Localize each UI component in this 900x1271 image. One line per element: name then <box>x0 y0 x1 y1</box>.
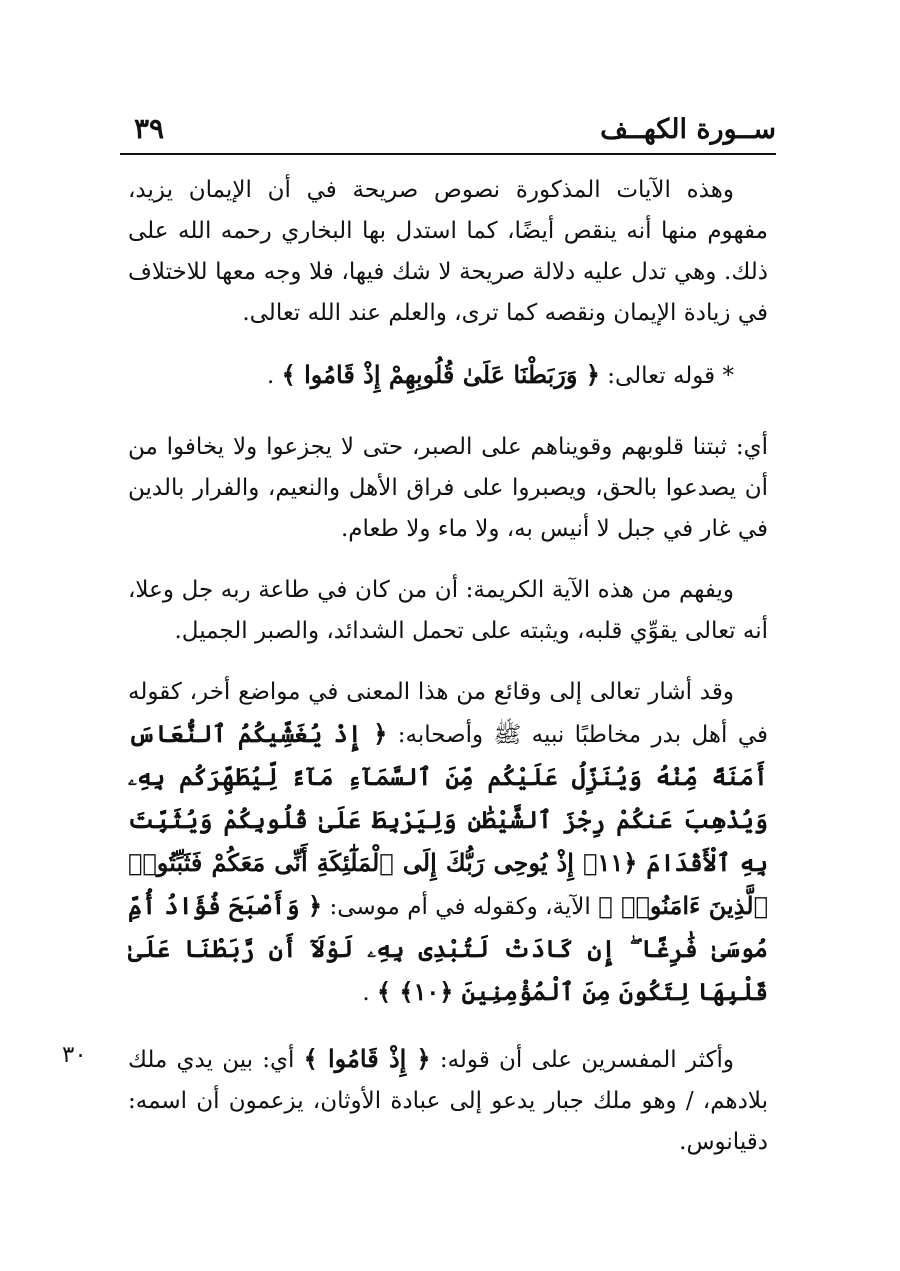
margin-page-number: ٣٠ <box>62 1042 87 1068</box>
paragraph-mufassirun-start: وأكثر المفسرين على أن قوله: <box>439 1047 734 1073</box>
paragraph-mufassirun-end: أي: بين يدي ملك بلادهم، / وهو ملك جبار يدعو إلى عبادة الأوثان، يزعمون أن اسمه: دقيانوس. <box>128 1047 768 1155</box>
paragraph-explanation: أي: ثبتنا قلوبهم وقويناهم على الصبر، حتى لا يجزعوا ولا يخافوا من أن يصدعوا بالحق، ويصبروا على فراق الأهل والنعيم، والفرار بالدين في غار في جبل لا أنيس به، ولا ماء ولا طعام. <box>128 434 768 542</box>
paragraph-iman-increase: وهذه الآيات المذكورة نصوص صريحة في أن الإيمان يزيد، مفهوم منها أنه ينقص أيضًا، كما استدل بها البخاري رحمه الله على ذلك. وهي تدل عليه دلالة صريحة لا شك فيها، فلا وجه معها للاختلاف في زيادة الإيمان ونقصه كما ترى، والعلم عند الله تعالى. <box>128 177 768 326</box>
paragraph-other-places-end: . <box>362 980 370 1006</box>
paragraph-mufassirun <box>128 1038 768 1163</box>
quran-verse-musa: ﴿ وَأَصْبَحَ فُؤَادُ أُمِّ مُوسَىٰ فَٰرِغًا ۖ إِن كَادَتْ لَتُبْدِى بِهِۦ لَوْلَآ أَن رَّبَطْنَا عَلَىٰ قَلْبِهَا لِتَكُونَ مِنَ ٱلْمُؤْمِنِينَ ﴿١٠﴾ ﴾ <box>128 891 768 1006</box>
verse-intro: * قوله تعالى: <box>607 363 734 389</box>
header-rule <box>120 153 776 155</box>
surah-title: ســورة الكهــف <box>600 114 776 145</box>
paragraph-other-places-start: وقد أشار تعالى إلى وقائع من هذا المعنى في مواضع أخر، كقوله في أهل بدر مخاطبًا نبيه ﷺ وأصحابه: <box>128 679 768 748</box>
page-number: ٣٩ <box>134 112 165 145</box>
paragraph-understanding: ويفهم من هذه الآية الكريمة: أن من كان في طاعة ربه جل وعلا، أنه تعالى يقوِّي قلبه، ويثبته على تحمل الشدائد، والصبر الجميل. <box>128 577 768 644</box>
quran-verse-qamu: ﴿ إِذْ قَامُوا ﴾ <box>303 1044 431 1073</box>
page-header <box>120 108 776 152</box>
paragraph-other-places <box>128 672 768 1014</box>
verse-end: . <box>267 363 275 389</box>
paragraph-other-places-mid: الآية، وكقوله في أم موسى: <box>329 894 591 920</box>
verse-heading <box>128 354 768 397</box>
quran-verse-badr: ﴿ إِذْ يُغَشِّيكُمُ ٱلنُّعَاسَ أَمَنَةً مِّنْهُ وَيُنَزِّلُ عَلَيْكُم مِّنَ ٱلسَّمَآءِ مَآءً لِّيُطَهِّرَكُم بِهِۦ وَيُذْهِبَ عَنكُمْ رِجْزَ ٱلشَّيْطَٰنِ وَلِيَرْبِطَ عَلَىٰ قُلُوبِكُمْ وَيُثَبِّتَ بِهِ ٱلْأَقْدَامَ ﴿١١﴾ إِذْ يُوحِى رَبُّكَ إِلَى ٱلْمَلَٰٓئِكَةِ أَنِّى مَعَكُمْ فَثَبِّتُوا۟ ٱلَّذِينَ ءَامَنُوا۟ ﴾ <box>128 719 769 920</box>
page-body <box>128 170 768 1183</box>
quran-verse: ﴿ وَرَبَطْنَا عَلَىٰ قُلُوبِهِمْ إِذْ قَامُوا ﴾ <box>281 360 600 389</box>
